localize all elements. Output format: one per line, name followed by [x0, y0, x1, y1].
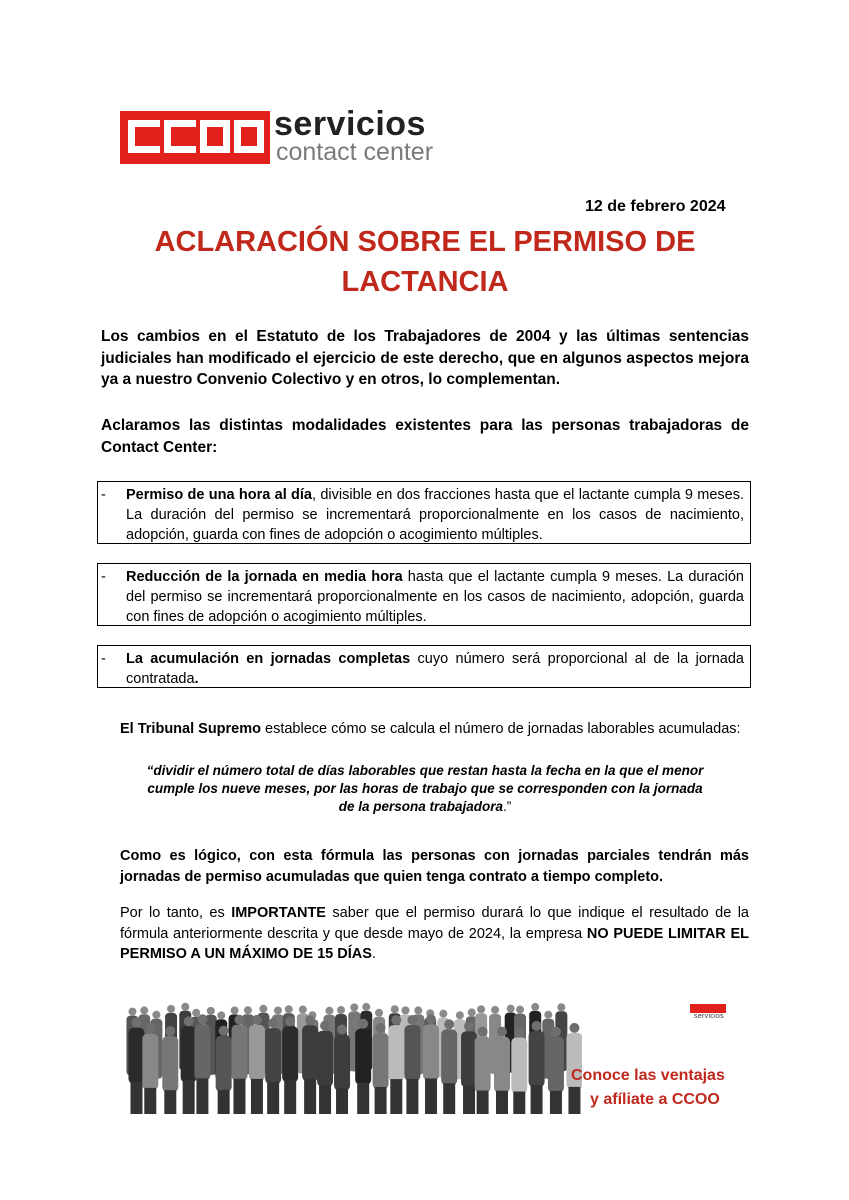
crowd-person-body [511, 1038, 527, 1094]
crowd-person-head [426, 1014, 436, 1024]
crowd-person-head [152, 1011, 160, 1019]
crowd-person-head [375, 1009, 383, 1017]
p4-text-a: Por lo tanto, es [120, 905, 232, 921]
crowd-person-head [414, 1006, 422, 1014]
document-date: 12 de febrero 2024 [585, 198, 726, 215]
crowd-person-legs [496, 1091, 508, 1114]
crowd-person-head [391, 1015, 401, 1025]
crowd-person-body [231, 1025, 247, 1081]
crowd-person-body [475, 1037, 491, 1093]
crowd-person-head [516, 1006, 524, 1014]
crowd-person-head [192, 1009, 200, 1017]
crowd-person-head [531, 1003, 539, 1011]
crowd-person-legs [463, 1085, 475, 1114]
crowd-person-head [285, 1016, 295, 1026]
modality-text: hasta que el lactante cumpla 9 meses. La duración del permiso se incrementará proporcionalmente en los casos de nacimiento, adopción, guarda con fines de adopción o acogimiento múltiples. [126, 569, 744, 625]
crowd-person-head [491, 1006, 499, 1014]
list-dash: - [101, 569, 106, 585]
crowd-person-body [265, 1028, 281, 1084]
logo-subtitle: contact center [276, 138, 434, 166]
p4-text-e: . [371, 946, 376, 962]
crowd-person-head [145, 1024, 155, 1034]
crowd-person-head [285, 1005, 293, 1013]
crowd-person-body [194, 1024, 210, 1080]
crowd-person-body [249, 1025, 265, 1081]
crowd-person-head [544, 1011, 552, 1019]
conclusion-paragraph-2 [120, 903, 749, 965]
supreme-court-note [120, 721, 750, 737]
crowd-person-head [259, 1005, 267, 1013]
modality-title: Permiso de una hora al día [126, 487, 312, 503]
crowd-person-body [334, 1035, 350, 1091]
crowd-person-legs [164, 1090, 176, 1114]
crowd-person-body [216, 1036, 232, 1092]
crowd-person-legs [513, 1092, 525, 1114]
modality-box-2 [97, 563, 751, 626]
crowd-person-head [376, 1023, 386, 1033]
crowd-person-body [423, 1024, 439, 1080]
quote-line-2: cumple los nueve meses, por las horas de trabajo que se corresponden con la jornada [147, 781, 703, 796]
modality-title: La acumulación en jornadas completas [126, 651, 411, 667]
crowd-person-body [548, 1037, 564, 1093]
crowd-person-legs [130, 1082, 142, 1114]
crowd-person-head [184, 1016, 194, 1026]
crowd-person-legs [443, 1083, 455, 1114]
crowd-person-head [244, 1006, 252, 1014]
crowd-person-head [464, 1021, 474, 1031]
crowd-person-head [219, 1026, 229, 1036]
crowd-person-body [529, 1031, 545, 1087]
crowd-person-head [268, 1018, 278, 1028]
title-line-1: ACLARACIÓN SOBRE EL PERMISO DE [154, 226, 696, 258]
quote-line-3: de la persona trabajadora [338, 799, 504, 814]
crowd-person-head [207, 1007, 215, 1015]
list-dash: - [101, 487, 106, 503]
crowd-person-legs [477, 1091, 489, 1114]
crowd-person-body [404, 1025, 420, 1081]
crowd-person-head [514, 1028, 524, 1038]
conclusion-paragraph-1: Como es lógico, con esta fórmula las personas con jornadas parciales tendrán más jornadas de permiso acumuladas que quien tenga contrato a tiempo completo. [120, 848, 749, 885]
crowd-person-head [337, 1025, 347, 1035]
modality-box-3 [97, 645, 751, 688]
quote-end: .” [503, 799, 512, 814]
crowd-person-head [569, 1023, 579, 1033]
crowd-person-head [557, 1003, 565, 1011]
crowd-person-head [197, 1014, 207, 1024]
crowd-person-body [494, 1037, 510, 1093]
crowd-person-head [231, 1006, 239, 1014]
logo-word: servicios [274, 105, 426, 143]
page-title [120, 222, 730, 302]
crowd-person-head [299, 1006, 307, 1014]
intro-paragraph-2: Aclaramos las distintas modalidades existentes para las personas trabajadoras de Contact Center: [101, 417, 749, 456]
crowd-person-head [456, 1011, 464, 1019]
crowd-person-legs [251, 1079, 263, 1114]
crowd-person-head [305, 1015, 315, 1025]
crowd-person-body [181, 1026, 197, 1082]
crowd-person-head [532, 1021, 542, 1031]
crowd-person-body [441, 1029, 457, 1085]
crowd-person-head [401, 1006, 409, 1014]
crowd-person-legs [568, 1087, 580, 1114]
intro-paragraph-1: Los cambios en el Estatuto de los Trabajadores de 2004 y las últimas sentencias judiciales han modificado el ejercicio de este derecho, que en algunos aspectos mejora ya a nuestro Convenio Colectivo y en otros, lo complementan. [101, 328, 749, 388]
crowd-person-body [128, 1028, 144, 1084]
crowd-person-head [325, 1007, 333, 1015]
crowd-person-legs [144, 1088, 156, 1114]
crowd-person-head [181, 1003, 189, 1011]
crowd-person-legs [425, 1078, 437, 1114]
crowd-person-body [355, 1029, 371, 1085]
crowd-person-head [551, 1027, 561, 1037]
p4-text-c: saber que el permiso durará lo que indique el resultado de la fórmula anteriormente descrita y que desde mayo de 2024, la empresa [120, 905, 750, 942]
crowd-person-head [439, 1010, 447, 1018]
list-dash: - [101, 651, 106, 667]
crowd-person-head [165, 1026, 175, 1036]
crowd-person-head [407, 1015, 417, 1025]
crowd-person-head [252, 1015, 262, 1025]
crowd-person-head [167, 1005, 175, 1013]
important-label: IMPORTANTE [231, 905, 326, 921]
crowd-person-legs [550, 1091, 562, 1114]
crowd-person-head [140, 1006, 148, 1014]
crowd-person-body [317, 1031, 333, 1087]
crowd-person-legs [233, 1079, 245, 1114]
mini-ccoo-logo [690, 1004, 728, 1024]
banner-slogan-2: y afíliate a CCOO [590, 1091, 720, 1108]
crowd-person-legs [183, 1080, 195, 1114]
ccoo-logo-mark [120, 111, 270, 164]
crowd-person-head [320, 1021, 330, 1031]
crowd-person-body [162, 1036, 178, 1092]
crowd-person-head [477, 1005, 485, 1013]
crowd-person-legs [336, 1089, 348, 1114]
crowd-person-legs [390, 1079, 402, 1114]
crowd-person-body [302, 1025, 318, 1081]
crowd-person-head [478, 1027, 488, 1037]
modality-title: Reducción de la jornada en media hora [126, 569, 403, 585]
crowd-person-head [131, 1018, 141, 1028]
crowd-person-legs [304, 1079, 316, 1114]
mini-logo-text: servicios [694, 1013, 724, 1020]
crowd-person-body [142, 1034, 158, 1090]
crowd-person-head [128, 1008, 136, 1016]
crowd-person-legs [267, 1082, 279, 1114]
crowd-person-legs [196, 1078, 208, 1114]
supreme-court-text: establece cómo se calcula el número de jornadas laborables acumuladas: [261, 721, 741, 737]
crowd-person-head [497, 1027, 507, 1037]
crowd-person-body [388, 1025, 404, 1081]
crowd-person-body [282, 1026, 298, 1082]
crowd-illustration [122, 994, 582, 1116]
supreme-court-label: El Tribunal Supremo [120, 721, 261, 737]
crowd-person-head [362, 1003, 370, 1011]
ccoo-logo [120, 105, 465, 167]
crowd-person-body [373, 1033, 389, 1089]
limit-warning: NO PUEDE LIMITAR EL PERMISO A UN MÁXIMO DE 15 DÍAS [120, 925, 750, 962]
crowd-person-head [358, 1019, 368, 1029]
crowd-person-head [234, 1015, 244, 1025]
affiliation-banner [122, 994, 727, 1116]
mini-logo-mark [690, 1004, 726, 1013]
modality-box-1 [97, 481, 751, 544]
crowd-person-head [507, 1005, 515, 1013]
crowd-person-legs [406, 1079, 418, 1114]
crowd-person-legs [357, 1083, 369, 1114]
crowd-person-head [444, 1019, 454, 1029]
modality-text: , divisible en dos fracciones hasta que el lactante cumpla 9 meses. La duración del permiso se incrementará proporcionalmente en los casos de nacimiento, adopción, guarda con fines de adopción o acogimiento múltiples. [126, 487, 745, 543]
crowd-person-legs [284, 1080, 296, 1114]
crowd-person-head [468, 1008, 476, 1016]
crowd-person-head [274, 1006, 282, 1014]
crowd-person-legs [375, 1087, 387, 1114]
quote-line-1: “dividir el número total de días laborables que restan hasta la fecha en la que el menor [146, 763, 704, 778]
crowd-person-legs [218, 1090, 230, 1114]
crowd-person-head [391, 1005, 399, 1013]
crowd-person-legs [319, 1085, 331, 1114]
crowd-person-head [337, 1006, 345, 1014]
crowd-person-legs [531, 1085, 543, 1114]
modality-text: cuyo número será proporcional al de la jornada contratada [126, 651, 744, 687]
crowd-person-head [217, 1011, 225, 1019]
modality-end: . [194, 671, 199, 687]
formula-quote [120, 762, 730, 816]
crowd-person-head [350, 1003, 358, 1011]
title-line-2: LACTANCIA [341, 266, 509, 298]
banner-slogan-1: Conoce las ventajas [571, 1067, 725, 1084]
